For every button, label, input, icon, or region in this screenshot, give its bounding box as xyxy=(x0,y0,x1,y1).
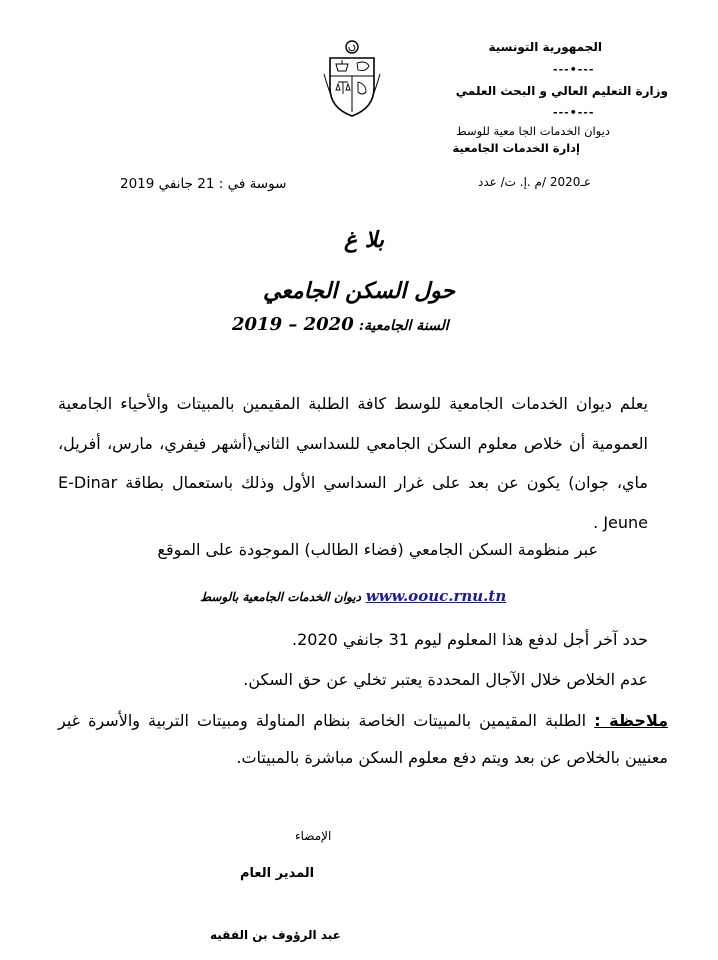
header-divider-2: ---•--- xyxy=(553,106,595,119)
note-text: الطلبة المقيمين بالمبيتات الخاصة بنظام المناولة ومبيتات التربية والأسرة غير معنيين بالخلاص عن بعد ويتم دفع معلوم السكن مباشرة بالمبيتات. xyxy=(58,711,668,767)
place-date: سوسة في : 21 جانفي 2019 xyxy=(120,176,287,192)
reference-number: عـ2020 /م .إ. ت/ عدد xyxy=(478,175,592,189)
signatory-name: عبد الرؤوف بن الفقيه xyxy=(210,928,341,942)
website-link[interactable]: www.oouc.rnu.tn xyxy=(365,587,507,605)
office-name: ديوان الخدمات الجا معية للوسط xyxy=(456,124,610,138)
ministry-name: وزارة التعليم العالي و البحث العلمي xyxy=(455,84,668,98)
note-paragraph xyxy=(58,702,668,776)
academic-year-label: السنة الجامعية: xyxy=(358,318,449,334)
note-label: ملاحظة : xyxy=(594,711,669,730)
platform-line: عبر منظومة السكن الجامعي (فضاء الطالب) الموجودة على الموقع xyxy=(157,540,598,559)
announcement-paragraph: يعلم ديوان الخدمات الجامعية للوسط كافة الطلبة المقيمين بالمبيتات والأحياء الجامعية العمومية أن خلاص معلوم السكن الجامعي للسداسي الثاني(أشهر فيفري، مارس، أفريل، ماي، جوان) يكون عن بعد على غرار السداسي الأول وذلك باستعمال بطاقة E-Dinar Jeune . xyxy=(58,394,648,532)
warning-text: عدم الخلاص خلال الآجال المحددة يعتبر تخلي عن حق السكن. xyxy=(243,670,648,689)
signature-label: الإمضاء xyxy=(295,829,332,843)
department-name: إدارة الخدمات الجامعية xyxy=(452,141,580,155)
website-line xyxy=(200,587,506,605)
academic-year xyxy=(232,314,532,335)
republic-name: الجمهورية التونسية xyxy=(488,40,602,54)
coat-of-arms-icon xyxy=(322,38,382,118)
signatory-role: المدير العام xyxy=(240,866,315,881)
deadline-text: حدد آخر أجل لدفع هذا المعلوم ليوم 31 جانفي 2020. xyxy=(292,630,648,649)
website-owner: ديوان الخدمات الجامعية بالوسط xyxy=(200,590,361,604)
notice-title: بلا غ xyxy=(343,227,385,253)
academic-year-value: 2019 – 2020 xyxy=(232,314,354,335)
header-divider-1: ---•--- xyxy=(553,63,595,76)
notice-subject: حول السكن الجامعي xyxy=(262,278,456,304)
header-block xyxy=(418,40,618,54)
